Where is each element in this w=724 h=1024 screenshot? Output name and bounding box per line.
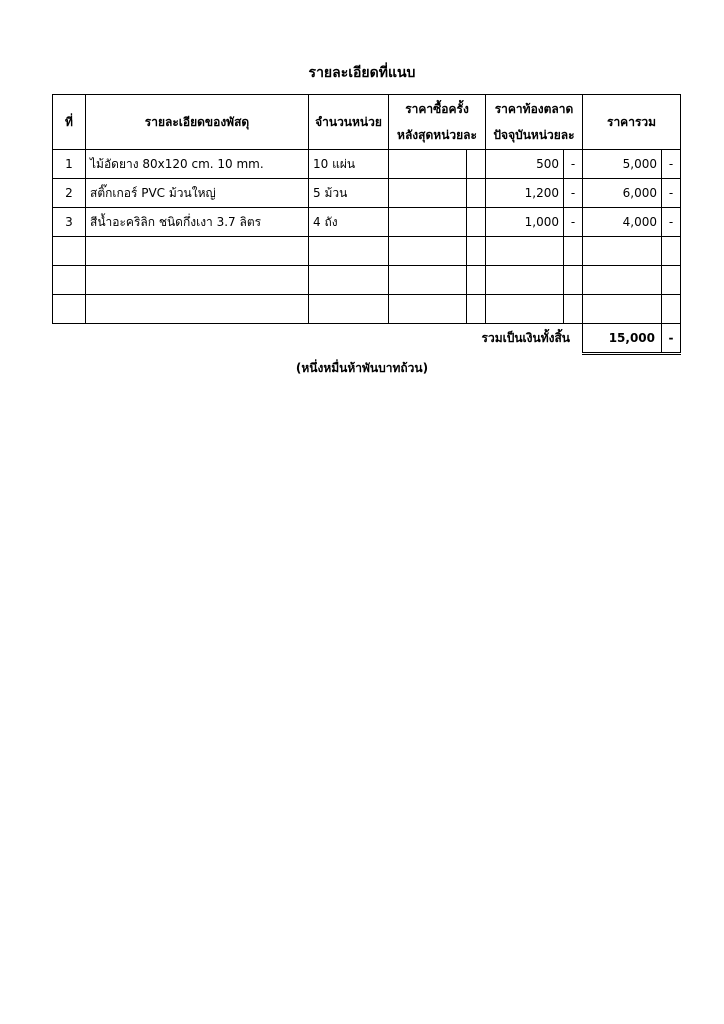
items-table — [52, 94, 681, 355]
header-last-price — [389, 95, 486, 150]
table-row — [53, 295, 681, 324]
cell-market-price-satang: - — [564, 150, 583, 179]
cell-description — [86, 295, 309, 324]
cell-no — [53, 266, 86, 295]
cell-total-satang: - — [662, 179, 681, 208]
table-row — [53, 150, 681, 179]
cell-last-price — [389, 237, 467, 266]
cell-description: สติ๊กเกอร์ PVC ม้วนใหญ่ — [86, 179, 309, 208]
table-header — [53, 95, 681, 150]
cell-market-price: 500 — [486, 150, 564, 179]
header-market-price — [486, 95, 583, 150]
cell-market-price: 1,000 — [486, 208, 564, 237]
cell-no: 3 — [53, 208, 86, 237]
cell-no — [53, 237, 86, 266]
cell-total: 6,000 — [583, 179, 662, 208]
header-last-price-line2: หลังสุดหน่วยละ — [397, 128, 477, 142]
cell-total-satang: - — [662, 150, 681, 179]
header-market-price-line1: ราคาท้องตลาด — [494, 102, 574, 116]
cell-total: 4,000 — [583, 208, 662, 237]
cell-market-price-satang: - — [564, 208, 583, 237]
cell-description: ไม้อัดยาง 80x120 cm. 10 mm. — [86, 150, 309, 179]
cell-market-price: 1,200 — [486, 179, 564, 208]
header-last-price-line1: ราคาซื้อครั้ง — [405, 102, 469, 116]
cell-last-price-satang — [467, 266, 486, 295]
cell-no: 1 — [53, 150, 86, 179]
cell-market-price-satang — [564, 295, 583, 324]
cell-last-price — [389, 208, 467, 237]
grand-total-satang: - — [662, 324, 681, 354]
cell-last-price-satang — [467, 179, 486, 208]
cell-description — [86, 266, 309, 295]
header-no: ที่ — [53, 95, 86, 150]
cell-total-satang — [662, 237, 681, 266]
cell-market-price — [486, 237, 564, 266]
table-body — [53, 150, 681, 354]
cell-total — [583, 266, 662, 295]
cell-quantity — [309, 295, 389, 324]
cell-quantity: 5 ม้วน — [309, 179, 389, 208]
table-row — [53, 237, 681, 266]
cell-quantity — [309, 266, 389, 295]
cell-market-price-satang — [564, 237, 583, 266]
cell-last-price-satang — [467, 295, 486, 324]
cell-quantity: 4 ถัง — [309, 208, 389, 237]
cell-market-price-satang: - — [564, 179, 583, 208]
cell-no: 2 — [53, 179, 86, 208]
cell-total-satang — [662, 295, 681, 324]
cell-quantity — [309, 237, 389, 266]
grand-total-label: รวมเป็นเงินทั้งสิ้น — [481, 331, 571, 346]
header-market-price-line2: ปัจจุบันหน่วยละ — [493, 128, 575, 142]
document-title: รายละเอียดที่แนบ — [308, 65, 416, 81]
grand-total-row — [53, 324, 681, 354]
cell-market-price-satang — [564, 266, 583, 295]
table-row — [53, 208, 681, 237]
header-quantity: จำนวนหน่วย — [309, 95, 389, 150]
cell-last-price-satang — [467, 150, 486, 179]
cell-total-satang — [662, 266, 681, 295]
cell-last-price — [389, 266, 467, 295]
cell-total — [583, 295, 662, 324]
cell-last-price-satang — [467, 237, 486, 266]
cell-total — [583, 237, 662, 266]
header-total: ราคารวม — [583, 95, 681, 150]
cell-total: 5,000 — [583, 150, 662, 179]
cell-no — [53, 295, 86, 324]
cell-description — [86, 237, 309, 266]
amount-in-words: (หนึ่งหมื่นห้าพันบาทถ้วน) — [295, 361, 429, 375]
cell-total-satang: - — [662, 208, 681, 237]
cell-market-price — [486, 266, 564, 295]
cell-last-price — [389, 295, 467, 324]
cell-quantity: 10 แผ่น — [309, 150, 389, 179]
table-row — [53, 179, 681, 208]
table-row — [53, 266, 681, 295]
grand-total-value: 15,000 — [583, 324, 662, 354]
cell-last-price — [389, 179, 467, 208]
cell-market-price — [486, 295, 564, 324]
cell-last-price — [389, 150, 467, 179]
cell-last-price-satang — [467, 208, 486, 237]
cell-description: สีน้ำอะคริลิก ชนิดกึ่งเงา 3.7 ลิตร — [86, 208, 309, 237]
header-description: รายละเอียดของพัสดุ — [86, 95, 309, 150]
